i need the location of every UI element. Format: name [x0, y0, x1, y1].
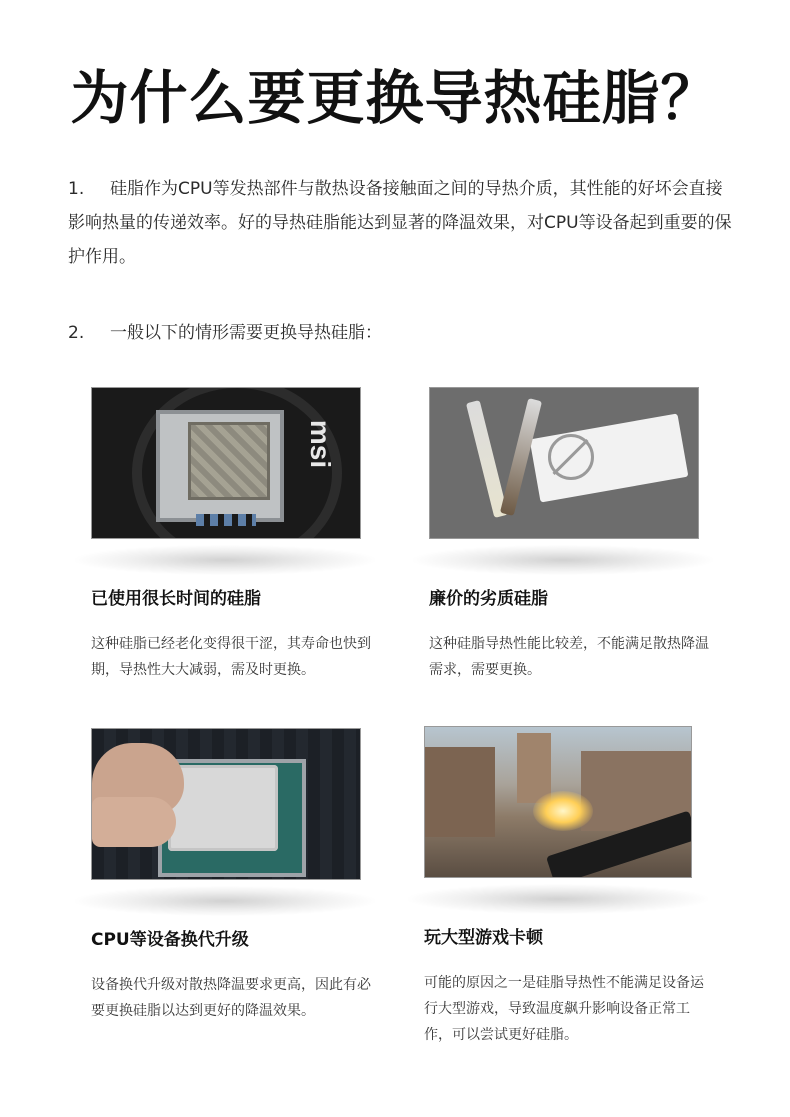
case-description: 可能的原因之一是硅脂导热性不能满足设备运行大型游戏，导致温度飙升影响设备正常工作，可以尝试更好硅脂。 — [424, 975, 704, 1043]
item-text: 硅脂作为CPU等发热部件与散热设备接触面之间的导热介质，其性能的好坏会直接影响热量的传递效率。好的导热硅脂能达到显著的降温效果，对CPU等设备起到重要的保护作用。 — [68, 179, 732, 267]
page-title: 为什么要更换导热硅脂？ — [70, 64, 720, 132]
case-description: 设备换代升级对散热降温要求更高，因此有必要更换硅脂以达到更好的降温效果。 — [91, 977, 371, 1019]
item-number: 2. — [68, 323, 85, 343]
prohibited-icon — [548, 434, 594, 480]
msi-logo: msi — [304, 419, 336, 469]
item-number: 1. — [68, 179, 85, 199]
syringe-grease-photo — [429, 387, 699, 539]
intro-paragraph-2 — [68, 316, 732, 350]
case-title: CPU等设备换代升级 — [91, 930, 249, 950]
case-description: 这种硅脂导热性能比较差，不能满足散热降温需求，需要更换。 — [429, 636, 709, 678]
case-card-old-grease — [91, 387, 381, 683]
case-title: 已使用很长时间的硅脂 — [91, 589, 261, 609]
game-scene-photo — [424, 726, 692, 878]
case-title: 玩大型游戏卡顿 — [424, 928, 543, 948]
case-card-upgrade — [91, 728, 381, 1024]
motherboard-cpu-photo — [91, 387, 361, 539]
case-card-cheap-grease — [429, 387, 719, 683]
cpu-install-photo — [91, 728, 361, 880]
case-title: 廉价的劣质硅脂 — [429, 589, 548, 609]
intro-paragraph-1 — [68, 172, 732, 274]
case-card-gaming-lag — [424, 726, 714, 1048]
case-description: 这种硅脂已经老化变得很干涩，其寿命也快到期，导热性大大减弱，需及时更换。 — [91, 636, 371, 678]
item-text: 一般以下的情形需要更换导热硅脂： — [110, 323, 382, 343]
